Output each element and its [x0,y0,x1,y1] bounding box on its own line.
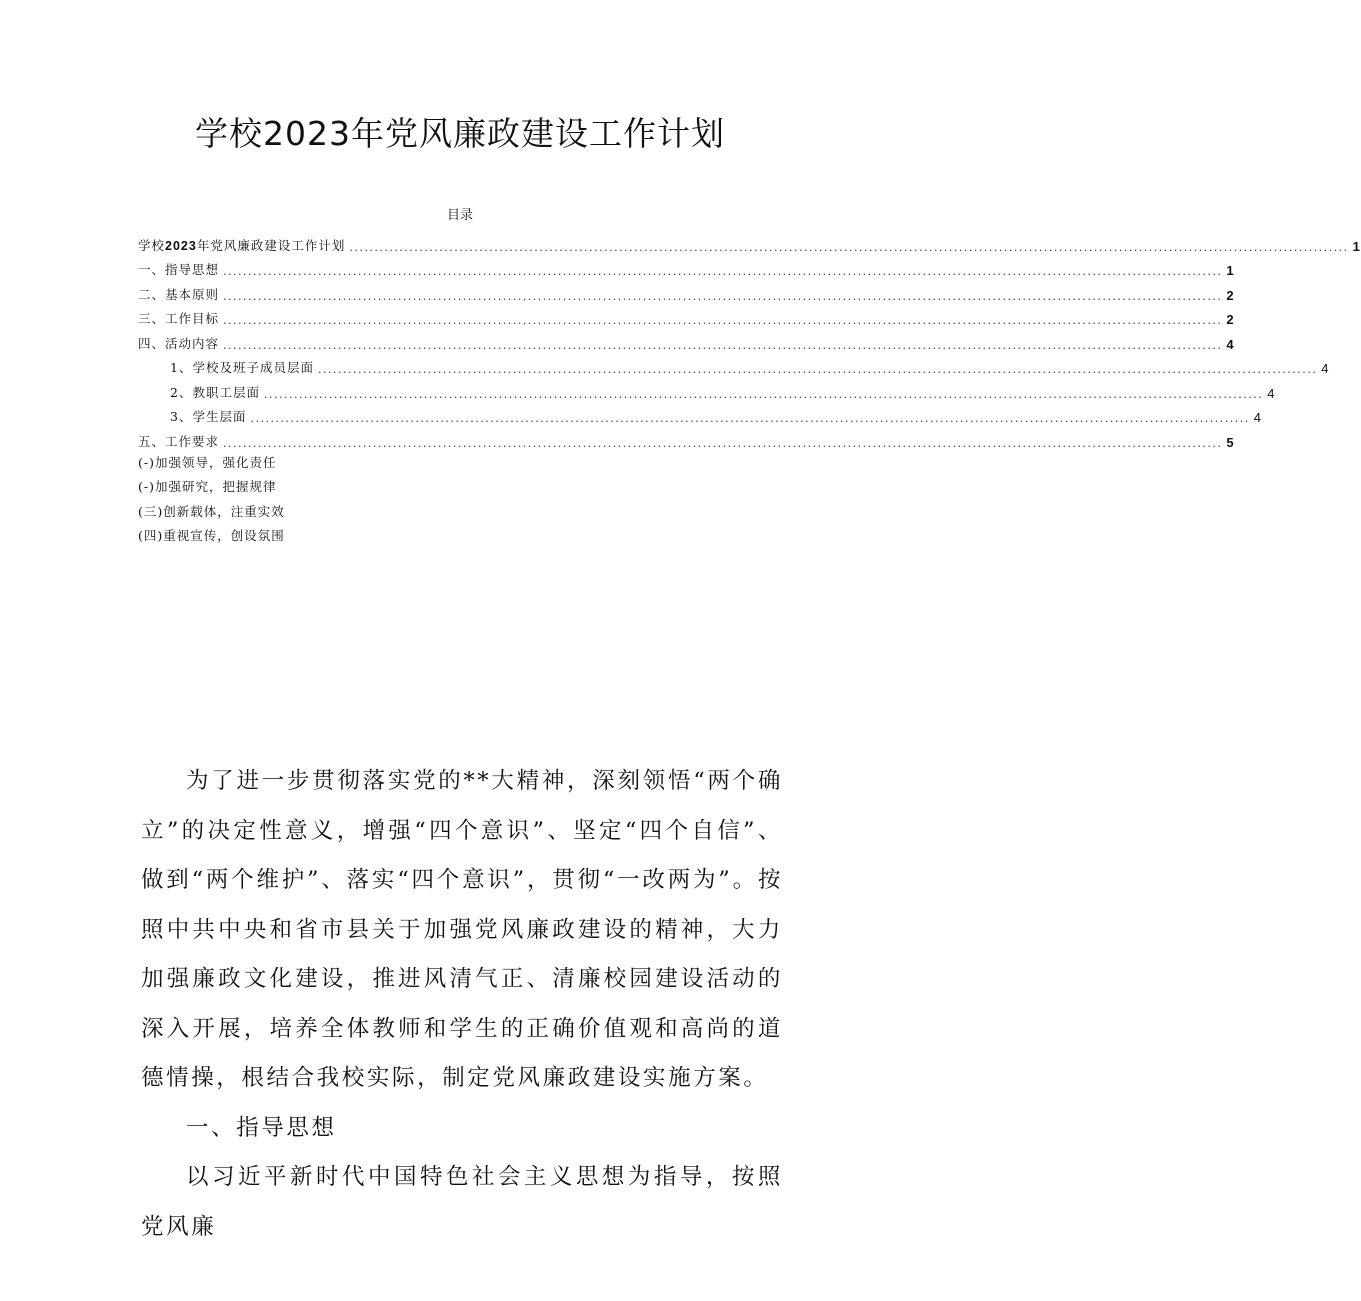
toc-entry-page: 4 [1267,385,1276,401]
document-title: 学校2023年党风廉政建设工作计划 [195,114,725,153]
body-paragraph: 为了进一步贯彻落实党的**大精神，深刻领悟“两个确立”的决定性意义，增强“四个意识”、坚定“四个自信”、做到“两个维护”、落实“四个意识”，贯彻“一改两为”。按照中共中央和省市县关于加强党风廉政建设的精神，大力加强廉政文化建设，推进风清气正、清廉校园建设活动的深入开展，培养全体教师和学生的正确价值观和高尚的道德情操，根结合我校实际，制定党风廉政建设实施方案。 [141,768,783,1091]
section-heading: 一、指导思想 [186,1114,337,1141]
toc-entry[interactable] [138,327,1235,352]
toc-entry-page: 2 [1226,287,1235,303]
toc-heading: 目录 [446,208,473,223]
toc-entry[interactable] [138,401,1263,426]
toc-extra-item[interactable]: (三)创新载体，注重实效 [138,503,285,519]
toc-entry-label: 二、基本原则 [138,286,220,302]
toc-extra-item[interactable]: (-)加强研究，把握规律 [138,479,277,494]
toc-dot-leader: ........................................................................................................................................................................................................ [250,412,1250,425]
toc-dot-leader: ........................................................................................................................................................................................................ [223,436,1223,450]
toc-entry-page: 1 [1352,238,1361,254]
toc-extra-list [138,446,285,544]
toc-dot-leader: ........................................................................................................................................................................................................ [223,265,1223,278]
toc-entry-label: 一、指导思想 [138,262,220,277]
toc-dot-leader: ........................................................................................................................................................................................................ [317,363,1318,376]
toc-entry-label: 2、教职工层面 [170,384,260,400]
toc-entry[interactable] [138,376,1276,401]
toc-entry-page: 4 [1226,336,1235,352]
document-body [141,757,783,1252]
toc-entry-label: 三、工作目标 [138,311,220,326]
toc-entry[interactable] [138,229,1361,254]
toc-entry-label: 学校2023年党风廉政建设工作计划 [138,237,346,253]
toc-entry-page: 4 [1253,410,1263,425]
toc-entry-label: 1、学校及班子成员层面 [170,360,314,375]
toc-dot-leader: ........................................................................................................................................................................................................ [223,289,1223,303]
toc-dot-leader: ........................................................................................................................................................................................................ [223,314,1223,327]
toc-entry[interactable] [138,303,1235,328]
toc-dot-leader: ........................................................................................................................................................................................................ [349,240,1349,254]
toc-entry[interactable] [138,352,1330,377]
toc-extra-item[interactable]: (四)重视宣传，创设氛围 [138,528,285,543]
toc-dot-leader: ........................................................................................................................................................................................................ [263,387,1264,401]
toc-entry[interactable] [138,278,1235,303]
toc-entry-page: 4 [1321,361,1330,376]
toc-entry[interactable] [138,254,1235,279]
toc-entry-page: 5 [1226,434,1235,450]
toc-entry-label: 四、活动内容 [138,335,220,351]
toc-entry-page: 2 [1226,312,1235,327]
toc-entry-label: 3、学生层面 [170,409,247,424]
table-of-contents [138,229,1361,450]
toc-entry-label: 五、工作要求 [138,433,220,449]
body-paragraph: 以习近平新时代中国特色社会主义思想为指导，按照党风廉 [141,1164,783,1240]
toc-entry-page: 1 [1226,263,1235,278]
toc-dot-leader: ........................................................................................................................................................................................................ [223,338,1223,352]
toc-extra-item[interactable]: (-)加强领导，强化责任 [138,454,277,470]
